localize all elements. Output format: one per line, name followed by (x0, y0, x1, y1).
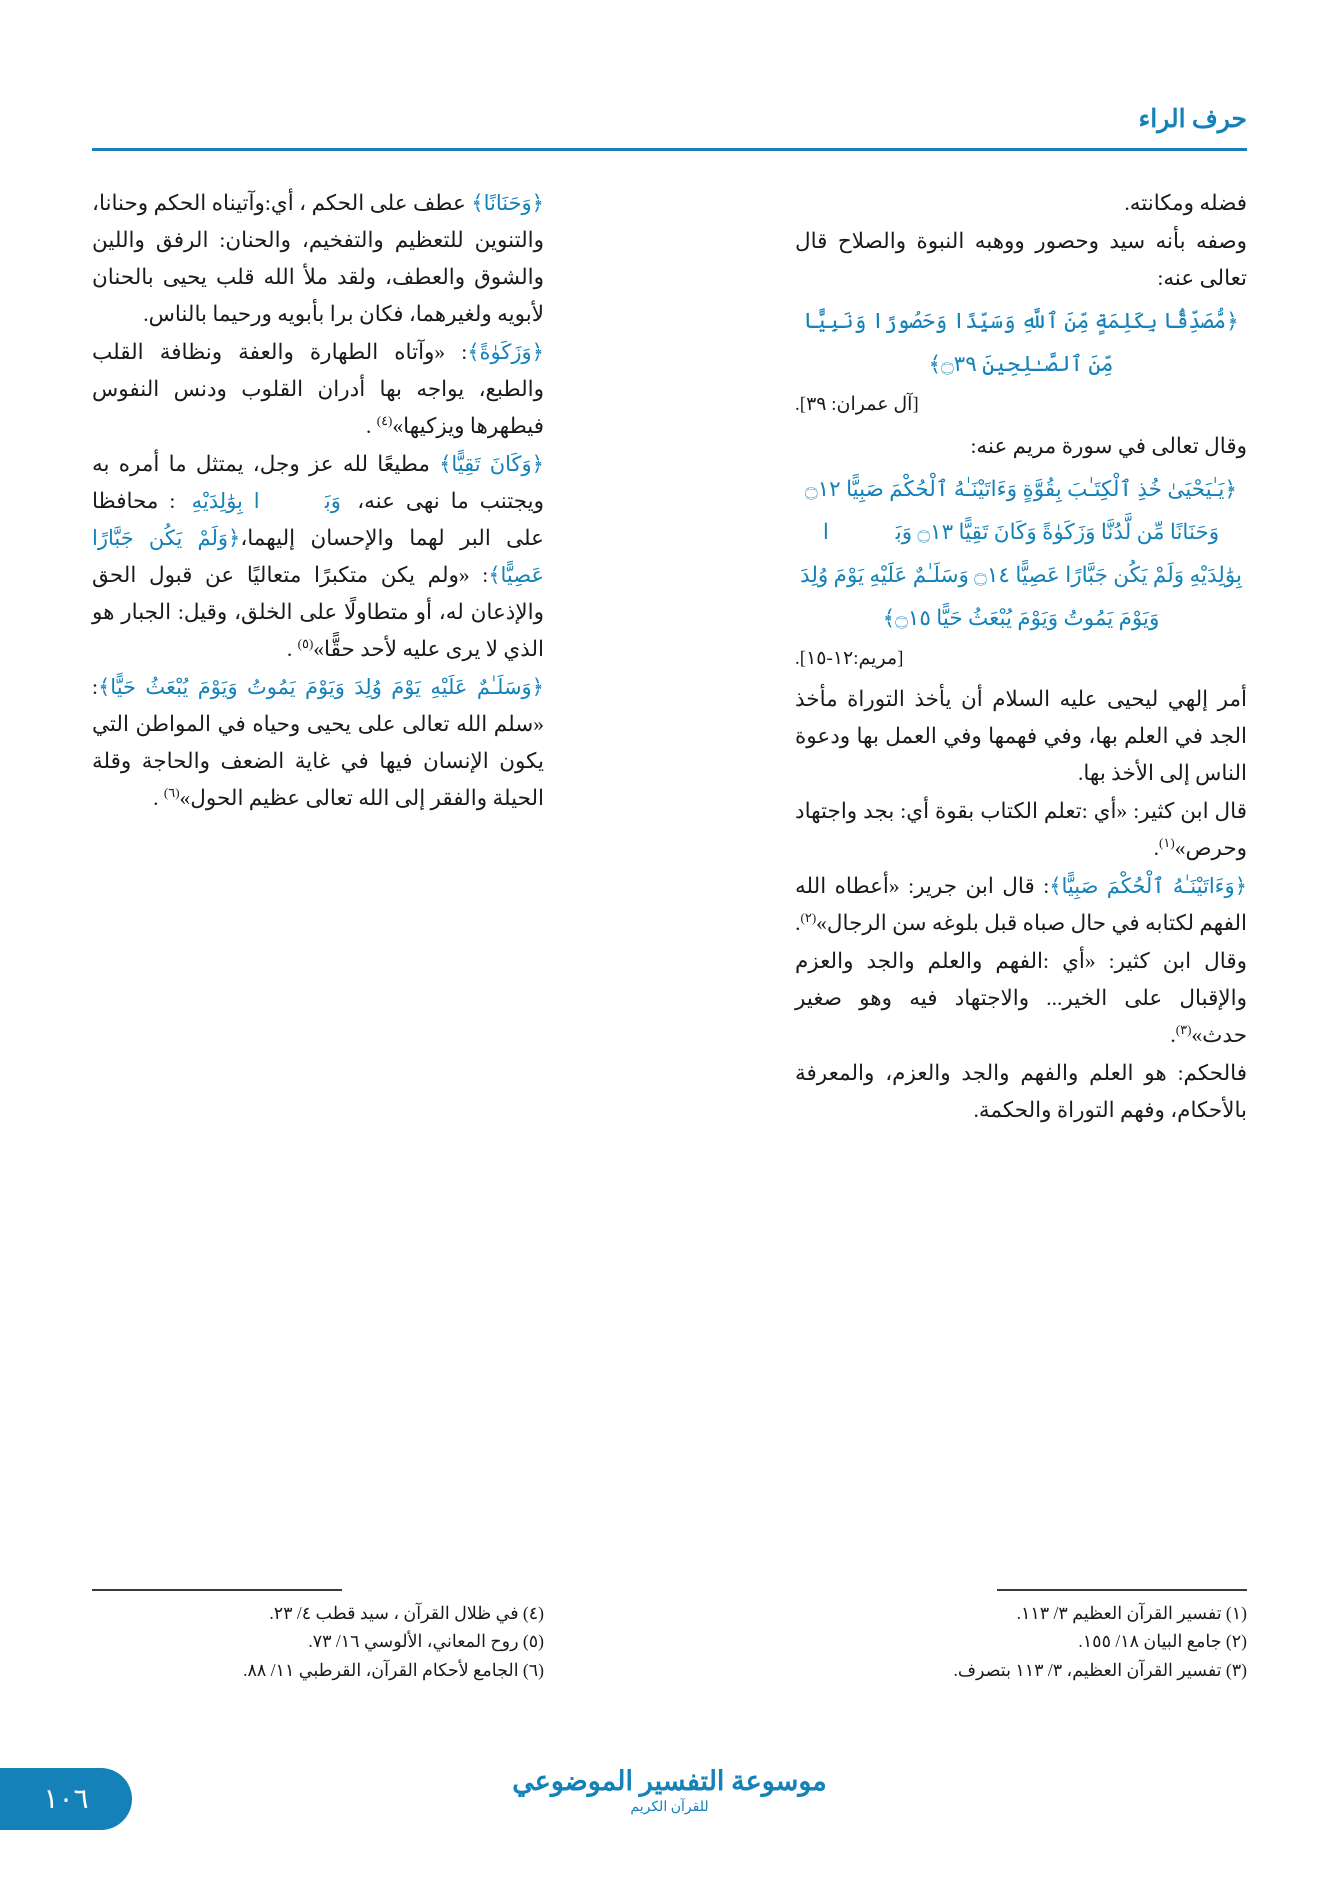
paragraph: فضله ومكانته. (1124, 191, 1247, 215)
footnote-marker: (٢) (800, 909, 817, 925)
paragraph: فالحكم: هو العلم والفهم والجد والعزم، والمعرفة بالأحكام، وفهم التوراة والحكمة. (795, 1060, 1247, 1122)
paragraph: وقال تعالى في سورة مريم عنه: (970, 433, 1247, 458)
page-header (92, 104, 1247, 160)
footnote-marker: (٤) (376, 412, 393, 428)
quran-verse: ﴿يَـٰيَحْيَىٰ خُذِ ٱلْكِتَـٰبَ بِقُوَّةٍ وَءَاتَيْنَـٰهُ ٱلْحُكْمَ صَبِيًّا ۝١٢ وَحَنَانًا مِّن لَّدُنَّا وَزَكَوٰةً وَكَانَ تَقِيًّا ۝١٣ وَبَرًّۢا بِوَٰلِدَيْهِ وَلَمْ يَكُن جَبَّارًا عَصِيًّا ۝١٤ وَسَلَـٰمٌ عَلَيْهِ يَوْمَ وُلِدَ وَيَوْمَ يَمُوتُ وَيَوْمَ يُبْعَثُ حَيًّا ۝١٥﴾ (800, 476, 1242, 630)
verse-reference: [مريم:١٢-١٥]. (795, 647, 904, 669)
paragraph: ﴿وَزَكَوٰةً﴾: «وآتاه الطهارة والعفة ونظافة القلب والطبع، يواجه بها أدران القلوب ودنس النفوس فيطهرها ويزكيها»$^{(٤)}$ . (92, 339, 544, 438)
footnote-item: (٤) في ظلال القرآن ، سيد قطب ٤/ ٢٣. (269, 1602, 544, 1623)
verse-reference: [آل عمران: ٣٩]. (795, 393, 919, 415)
column-right (795, 185, 1247, 1130)
logo-subtitle: للقرآن الكريم (630, 1800, 709, 1815)
footnotes-right (795, 1589, 1247, 1684)
paragraph: ﴿وَءَاتَيْنَـٰهُ ٱلْحُكْمَ صَبِيًّا﴾: قال ابن جرير: «أعطاه الله الفهم لكتابه في حال صباه قبل بلوغه سن الرجال»$^{(٢)}$. (795, 874, 1247, 936)
quran-phrase: ﴿وَبَرًّۢا بِوَٰلِدَيْهِ﴾ (175, 488, 358, 513)
footnote-item: (٢) جامع البيان ١٨/ ١٥٥. (1078, 1631, 1247, 1652)
footer-logo (460, 1766, 880, 1816)
header-title: حرف الراء (1138, 106, 1247, 133)
footnote-item: (٥) روح المعاني، الألوسي ١٦/ ٧٣. (308, 1631, 544, 1652)
paragraph: قال ابن كثير: «أي :تعلم الكتاب بقوة أي: بجد واجتهاد وحرص»$^{(١)}$. (795, 799, 1247, 861)
paragraph: وصفه بأنه سيد وحصور ووهبه النبوة والصلاح قال تعالى عنه: (795, 228, 1247, 290)
footnote-divider (997, 1589, 1247, 1591)
paragraph: ﴿وَكَانَ تَقِيًّا﴾ مطيعًا لله عز وجل، يمتثل ما أمره به ويجتنب ما نهى عنه،﴿وَبَرًّۢا بِوَٰلِدَيْهِ﴾: محافظا على البر لهما والإحسان إليهما،﴿وَلَمْ يَكُن جَبَّارًا عَصِيًّا﴾: «ولم يكن متكبرًا متعاليًا عن قبول الحق والإذعان له، أو متطاولًا على الخلق، وقيل: الجبار هو الذي لا يرى عليه لأحد حقًّا»$^{(٥)}$ . (92, 451, 544, 661)
quran-phrase: ﴿وَحَنَانًا﴾ (471, 191, 544, 215)
quran-verse: ﴿مُّصَدِّقًۢا بِكَلِمَةٍ مِّنَ ٱللَّهِ وَسَيِّدًا وَحَصُورًا وَنَبِيًّا مِّنَ ٱلصَّـٰلِحِينَ ۝٣٩﴾ (803, 308, 1239, 376)
footnotes-left (92, 1589, 544, 1684)
footnote-divider (92, 1589, 342, 1591)
column-left (92, 185, 544, 817)
quran-phrase: ﴿وَكَانَ تَقِيًّا﴾ (439, 451, 544, 476)
footnote-marker: (٥) (297, 635, 314, 651)
page-number: ١٠٦ (0, 1768, 132, 1830)
footnote-marker: (٣) (1175, 1021, 1192, 1037)
paragraph: ﴿وَسَلَـٰمٌ عَلَيْهِ يَوْمَ وُلِدَ وَيَوْمَ يَمُوتُ وَيَوْمَ يُبْعَثُ حَيًّا﴾: «سلم الله تعالى على يحيى وحياه في المواطن التي يكون الإنسان فيها في غاية الضعف والحاجة وقلة الحيلة والفقر إلى الله تعالى عظيم الحول»$^{(٦)}$ . (92, 674, 544, 810)
paragraph: أمر إلهي ليحيى عليه السلام أن يأخذ التوراة مأخذ الجد في العلم بها، وفي فهمها وفي العمل بها ودعوة الناس إلى الأخذ بها. (795, 687, 1247, 786)
logo-title: موسوعة التفسير الموضوعي (512, 1766, 827, 1796)
footnote-item: (١) تفسير القرآن العظيم ٣/ ١١٣. (1016, 1602, 1247, 1623)
paragraph: وقال ابن كثير: «أي :الفهم والعلم والجد والعزم والإقبال على الخير... والاجتهاد فيه وهو صغير حدث»$^{(٣)}$. (795, 949, 1247, 1047)
quran-phrase: ﴿وَءَاتَيْنَـٰهُ ٱلْحُكْمَ صَبِيًّا﴾ (1049, 874, 1247, 899)
paragraph: ﴿وَحَنَانًا﴾ عطف على الحكم ، أي:وآتيناه الحكم وحنانا، والتنوين للتعظيم والتفخيم، والحنان: الرفق واللين والشوق والعطف، ولقد ملأ الله قلب يحيى بالحنان لأبويه ولغيرهما، فكان برا بأبويه ورحيما بالناس. (92, 191, 544, 326)
footnote-item: (٣) تفسير القرآن العظيم، ٣/ ١١٣ بتصرف. (953, 1659, 1247, 1680)
quran-phrase: ﴿وَلَمْ يَكُن جَبَّارًا عَصِيًّا﴾ (92, 525, 544, 587)
footnote-marker: (٦) (163, 784, 180, 800)
quran-phrase: ﴿وَسَلَـٰمٌ عَلَيْهِ يَوْمَ وُلِدَ وَيَوْمَ يَمُوتُ وَيَوْمَ يُبْعَثُ حَيًّا﴾ (97, 674, 544, 699)
quran-phrase: ﴿وَزَكَوٰةً﴾ (467, 339, 544, 364)
footnote-item: (٦) الجامع لأحكام القرآن، القرطبي ١١/ ٨٨. (243, 1659, 544, 1680)
footnote-marker: (١) (1159, 834, 1175, 850)
header-divider (92, 148, 1247, 151)
